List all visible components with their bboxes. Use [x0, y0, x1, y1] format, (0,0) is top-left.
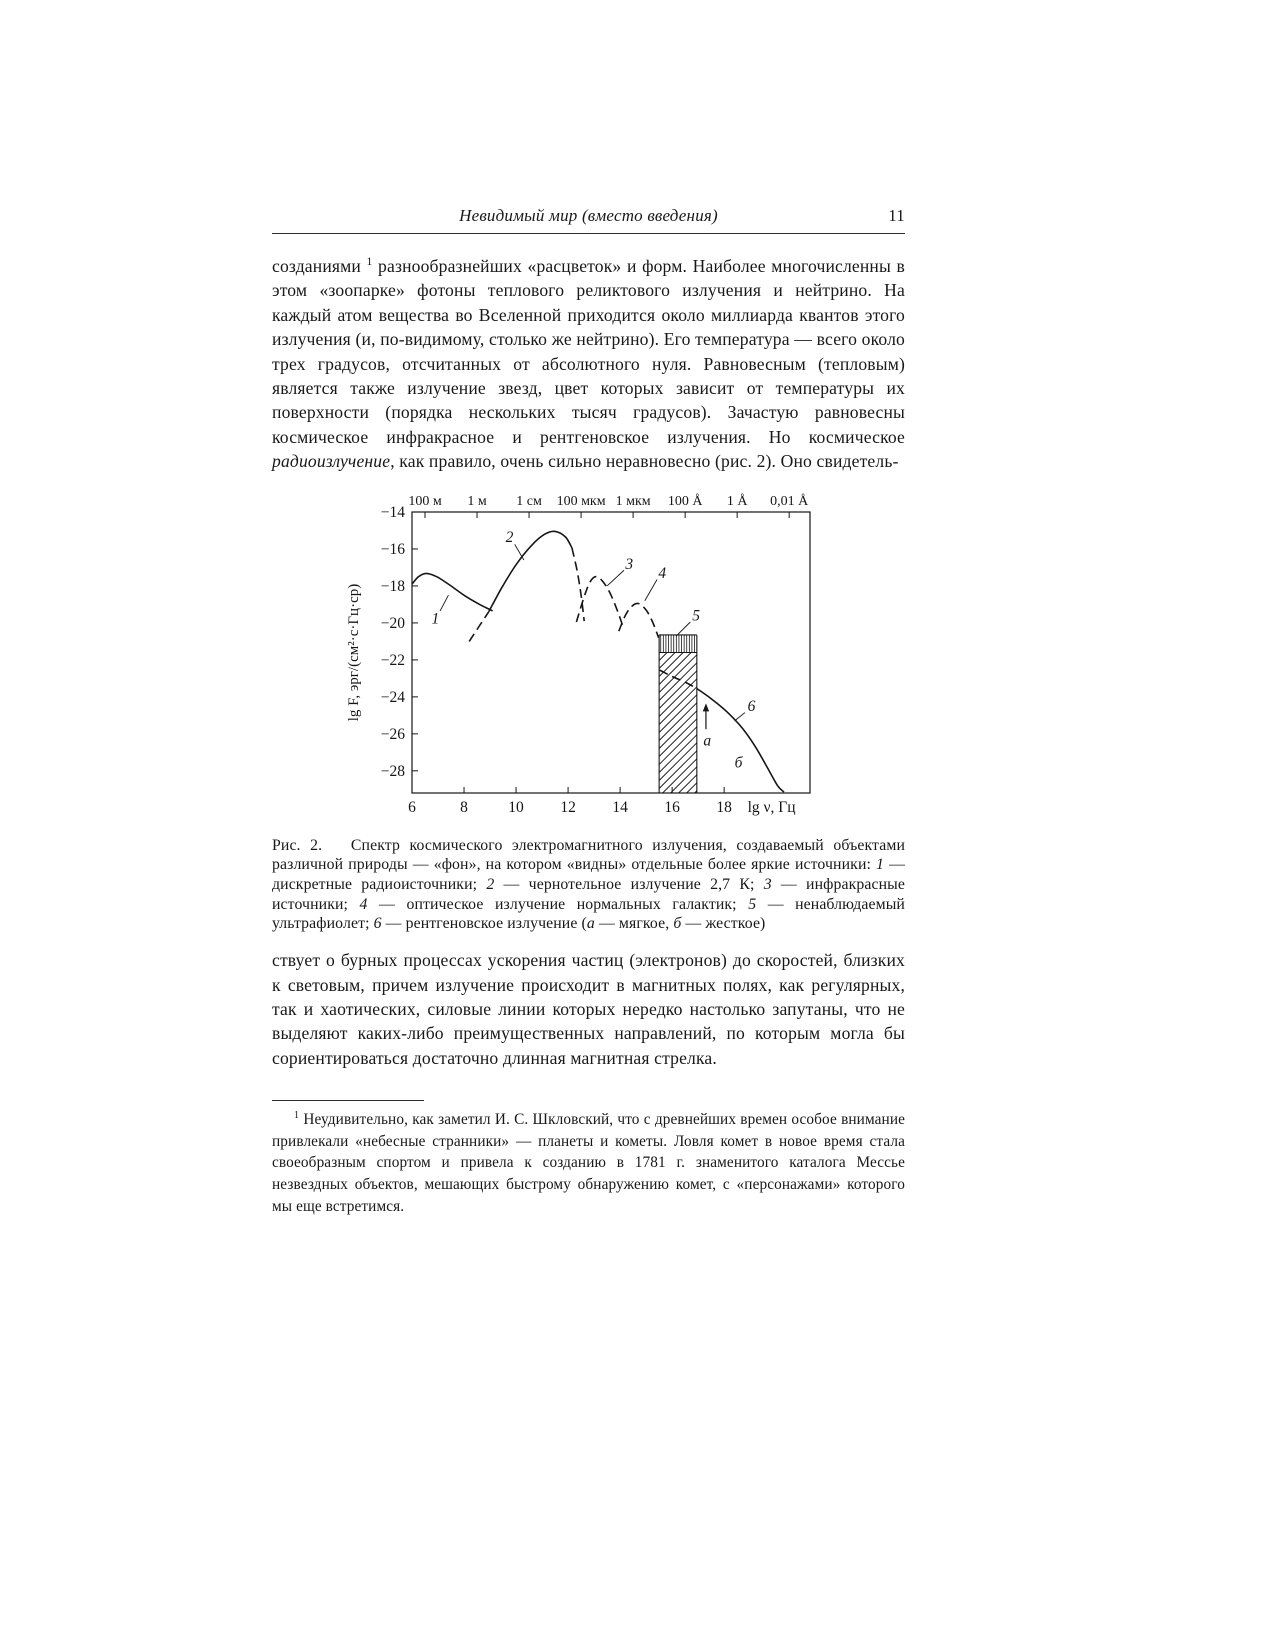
svg-text:lg F, эрг/(см²·с·Гц·ср): lg F, эрг/(см²·с·Гц·ср) [346, 583, 362, 721]
text-column [272, 206, 905, 1217]
svg-text:−14: −14 [380, 503, 405, 521]
svg-text:−24: −24 [380, 688, 405, 706]
svg-text:2: 2 [505, 528, 514, 546]
svg-text:−16: −16 [380, 540, 405, 558]
svg-text:0,01 Å: 0,01 Å [770, 493, 809, 509]
svg-text:100 мкм: 100 мкм [556, 493, 606, 509]
svg-text:−28: −28 [380, 762, 405, 780]
svg-text:−20: −20 [380, 614, 405, 632]
page-number: 11 [888, 206, 905, 225]
footnote-separator [272, 1100, 424, 1101]
paragraph-intro: созданиями $^1$ разнообразнейших «расцветок» и форм. Наиболее многочисленны в этом «зоопарке» фотоны теплового реликтового излучения и нейтрино. На каждый атом вещества во Вселенной приходится около миллиарда квантов этого излучения (и, по-видимому, столько же нейтрино). Его температура — всего около трех градусов, отсчитанных от абсолютного нуля. Равновесным (тепловым) является также излучение звезд, цвет которых зависит от температуры их поверхности (порядка нескольких тысяч градусов). Зачастую равновесны космическое инфракрасное и рентгеновское излучения. Но космическое радиоизлучение, как правило, очень сильно неравновесно (рис. 2). Оно свидетель- [272, 255, 905, 472]
figure-caption: Рис. 2. Спектр космического электромагнитного излучения, создаваемый объектами различной природы — «фон», на котором «видны» отдельные более яркие источники: 1 — дискретные радиоисточники; 2 — чернотельное излучение 2,7 К; 3 — инфракрасные источники; 4 — оптическое излучение нормальных галактик; 5 — ненаблюдаемый ультрафиолет; 6 — рентгеновское излучение (а — мягкое, б — жесткое) [272, 836, 905, 933]
footnote: $^1$ Неудивительно, как заметил И. С. Шкловский, что с древнейших времен особое внимание привлекали «небесные странники» — планеты и кометы. Ловля комет в новое время стала своеобразным спортом и привела к созданию в 1781 г. знаменитого каталога Мессье незвездных объектов, мешающих быстрому обнаружению комет, с «персонажами» которого мы еще встретимся. [272, 1110, 905, 1215]
svg-text:1: 1 [431, 609, 440, 627]
svg-text:−26: −26 [380, 725, 405, 743]
svg-text:5: 5 [692, 607, 700, 625]
svg-text:4: 4 [658, 564, 667, 582]
svg-text:14: 14 [612, 798, 628, 816]
svg-text:100 Å: 100 Å [667, 493, 703, 509]
svg-text:1 м: 1 м [467, 493, 487, 509]
svg-text:3: 3 [625, 555, 634, 573]
svg-text:б: б [734, 754, 743, 772]
svg-text:100 м: 100 м [408, 493, 442, 509]
svg-text:а: а [703, 731, 712, 749]
svg-text:6: 6 [747, 697, 756, 715]
spectrum-chart [342, 488, 887, 830]
svg-text:1 Å: 1 Å [726, 493, 748, 509]
svg-text:6: 6 [408, 798, 416, 816]
svg-text:12: 12 [560, 798, 576, 816]
paragraph-continuation: ствует о бурных процессах ускорения частиц (электронов) до скоростей, близких к световым, причем излучение происходит в магнитных полях, как регулярных, так и хаотических, силовые линии которых нередко настолько запутаны, что не выделяют каких-либо преимущественных направлений, по которым могла бы сориентироваться достаточно длинная магнитная стрелка. [272, 950, 905, 1068]
figure-2 [272, 488, 905, 935]
svg-text:1 см: 1 см [516, 493, 542, 509]
svg-text:10: 10 [508, 798, 524, 816]
svg-text:lg ν, Гц: lg ν, Гц [747, 798, 796, 816]
svg-text:−22: −22 [380, 651, 405, 669]
svg-text:16: 16 [664, 798, 680, 816]
running-head-title: Невидимый мир (вместо введения) [459, 206, 718, 225]
svg-text:8: 8 [460, 798, 468, 816]
svg-text:18: 18 [716, 798, 732, 816]
svg-text:1 мкм: 1 мкм [615, 493, 651, 509]
running-head [272, 206, 905, 234]
svg-text:−18: −18 [380, 577, 405, 595]
